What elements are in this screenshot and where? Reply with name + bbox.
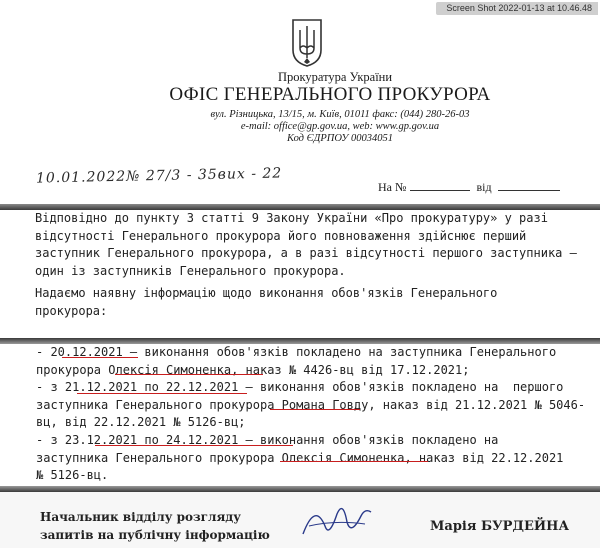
paragraph-law: Відповідно до пункту 3 статті 9 Закону України «Про прокуратуру» у разі відсутності Генерального прокурора його повноваження здійснює перший заступник Генерального прокурора, а в разі відсутності першого заступника – один із заступників Генерального прокурора. — [35, 211, 577, 278]
office-title: ОФІС ГЕНЕРАЛЬНОГО ПРОКУРОРА — [169, 84, 491, 105]
number-label: На № — [378, 180, 407, 194]
red-underline-mark — [95, 445, 293, 446]
org-line: Прокуратура України — [277, 70, 393, 84]
handwritten-signature-icon — [295, 496, 375, 546]
contacts-line: e-mail: office@gp.gov.ua, web: www.gp.gov.ua — [240, 121, 440, 132]
signatory-title-text: Начальник відділу розгляду запитів на публічну інформацію — [40, 510, 270, 542]
red-underline-mark — [115, 374, 263, 375]
reference-number-field — [378, 180, 560, 195]
red-underline-mark — [77, 393, 247, 394]
red-underline-mark — [270, 409, 360, 410]
screenshot-label: Screen Shot 2022-01-13 at 10.46.48 — [436, 2, 598, 15]
trident-emblem-icon — [290, 18, 324, 68]
paragraph-info: Надаємо наявну інформацію щодо виконання обов'язків Генерального прокурора: — [35, 286, 498, 318]
signatory-name: Марія БУРДЕЙНА — [430, 519, 570, 534]
number-blank — [410, 180, 470, 191]
date-blank — [498, 180, 560, 191]
red-underline-mark — [62, 357, 138, 358]
paragraph-list: - 20.12.2021 – виконання обов'язків покладено на заступника Генерального прокурора Олексія Симоненка, наказ № 4426-вц від 17.12.2021; - з 21.12.2021 по 22.12.2021 – виконання обов'язків покладено на першого заступника Генерального прокурора Романа Говду, наказ від 21.12.2021 № 5046- вц, від 22.12.2021 № 5126-вц; - з 23.12.2021 по 24.12.2021 – виконання обов'язків покладено на заступника Генерального прокурора Олексія Симоненка, наказ від 22.12.2021 № 5126-вц. — [36, 345, 586, 483]
code-line: Код ЄДРПОУ 00034051 — [287, 133, 393, 144]
handwritten-registration: 10.01.2022№ 27/3 - 35вих - 22 — [35, 165, 283, 187]
red-underline-mark — [280, 461, 428, 462]
address-line: вул. Різницька, 13/15, м. Київ, 01011 факс: (044) 280-26-03 — [210, 109, 470, 120]
date-label: від — [476, 180, 492, 194]
signatory-title — [40, 508, 270, 544]
